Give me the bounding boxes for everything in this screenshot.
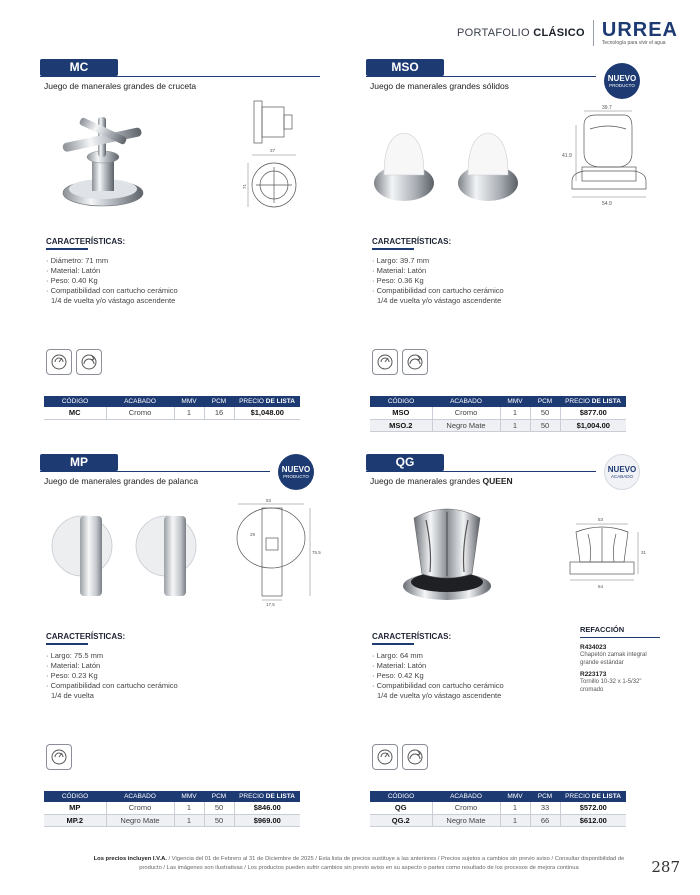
spec-drawing-qg bbox=[562, 512, 652, 592]
refaccion-box bbox=[580, 625, 685, 694]
spec-drawing-mso bbox=[562, 105, 652, 215]
features-list bbox=[372, 651, 504, 701]
dim-label: 39.7 bbox=[602, 105, 612, 111]
table-row: MSO.2 Negro Mate 1 50 $1,004.00 bbox=[370, 419, 626, 431]
brand-tagline: Tecnología para vivir el agua bbox=[601, 39, 666, 46]
cartridge-icons bbox=[46, 744, 72, 770]
product-subtitle: Juego de manerales grandes de cruceta bbox=[44, 81, 197, 91]
product-code-tab: QG bbox=[366, 454, 444, 471]
feature-item: · Diámetro: 71 mm bbox=[46, 256, 109, 265]
product-photo-mp bbox=[46, 512, 206, 602]
product-subtitle: Juego de manerales grandes de palanca bbox=[44, 476, 199, 486]
rising-stem-icon bbox=[402, 349, 428, 375]
table-row: MC Cromo 1 16 $1,048.00 bbox=[44, 407, 300, 419]
spec-drawing-mp bbox=[226, 498, 326, 608]
table-row: MP Cromo 1 50 $846.00 bbox=[44, 802, 300, 814]
price-table-mp: CÓDIGO ACABADO MMV PCM PRECIO DE LISTA MP Cromo 1 50 $846.00 MP.2 Negro Mate 1 50 $969.00 bbox=[44, 791, 300, 827]
features-underline bbox=[372, 248, 414, 250]
brand-logo bbox=[602, 20, 678, 47]
dim-label: 54.9 bbox=[602, 201, 612, 207]
feature-item: · Peso: 0.23 Kg bbox=[46, 671, 98, 680]
feature-item: · Material: Latón bbox=[46, 661, 101, 670]
feature-item: · Compatibilidad con cartucho cerámico bbox=[372, 681, 504, 690]
features-list bbox=[372, 256, 504, 306]
ceramic-cartridge-icon bbox=[46, 349, 72, 375]
portfolio-label: PORTAFOLIO CLÁSICO bbox=[457, 27, 585, 39]
dim-label: 53 bbox=[598, 517, 604, 522]
feature-item: 1/4 de vuelta y/o vástago ascendente bbox=[377, 691, 502, 700]
price-table-mso: CÓDIGO ACABADO MMV PCM PRECIO DE LISTA MSO Cromo 1 50 $877.00 MSO.2 Negro Mate 1 50 $1,004.00 bbox=[370, 396, 626, 432]
feature-item: · Largo: 75.5 mm bbox=[46, 651, 104, 660]
product-code-tab: MC bbox=[40, 59, 118, 76]
table-row: MSO Cromo 1 50 $877.00 bbox=[370, 407, 626, 419]
cartridge-icons bbox=[46, 349, 102, 375]
cartridge-icons bbox=[372, 744, 428, 770]
features-underline bbox=[46, 643, 88, 645]
dim-label: 53 bbox=[266, 498, 272, 503]
features-title: CARACTERÍSTICAS: bbox=[372, 237, 452, 246]
table-row: QG Cromo 1 33 $572.00 bbox=[370, 802, 626, 814]
product-subtitle: Juego de manerales grandes QUEEN bbox=[370, 476, 513, 486]
refaccion-title: REFACCIÓN bbox=[580, 625, 625, 634]
refaccion-underline bbox=[580, 637, 660, 638]
features-title: CARACTERÍSTICAS: bbox=[372, 632, 452, 641]
footer-disclaimer: Los precios incluyen I.V.A. / Vigencia del 01 de Febrero al 31 de Diciembre de 2025 / Esta lista de precios sustituye a las anteriores / Precios sujetos a cambios sin previo aviso / Consultar disponibilidad de producto / Las imágenes son ilustrativas / Los productos pueden sufrir cambios sin previo aviso en su aspecto o partes como resultado de los procesos de mejora continua bbox=[93, 856, 625, 871]
feature-item: 1/4 de vuelta y/o vástago ascendente bbox=[377, 296, 502, 305]
features-title: CARACTERÍSTICAS: bbox=[46, 632, 126, 641]
refaccion-item: R223173 Tornillo 10-32 x 1-5/32" cromado bbox=[580, 671, 642, 693]
table-row: MP.2 Negro Mate 1 50 $969.00 bbox=[44, 814, 300, 826]
dim-label: 41.9 bbox=[562, 153, 572, 159]
section-rule bbox=[40, 471, 270, 472]
price-table-qg: CÓDIGO ACABADO MMV PCM PRECIO DE LISTA QG Cromo 1 33 $572.00 QG.2 Negro Mate 1 66 $612.00 bbox=[370, 791, 626, 827]
rising-stem-icon bbox=[76, 349, 102, 375]
price-table-mc: CÓDIGO ACABADO MMV PCM PRECIO DE LISTA MC Cromo 1 16 $1,048.00 bbox=[44, 396, 300, 420]
dim-label: 31 bbox=[641, 550, 647, 555]
dim-label: 37 bbox=[270, 148, 276, 153]
dim-label: 71 bbox=[242, 183, 247, 189]
feature-item: · Largo: 39.7 mm bbox=[372, 256, 430, 265]
ceramic-cartridge-icon bbox=[46, 744, 72, 770]
section-rule bbox=[40, 76, 320, 77]
page-number: 287 bbox=[651, 858, 680, 876]
table-row: QG.2 Negro Mate 1 66 $612.00 bbox=[370, 814, 626, 826]
product-subtitle: Juego de manerales grandes sólidos bbox=[370, 81, 509, 91]
refaccion-item: R434023 Chapetón zamak integral grande estándar bbox=[580, 644, 647, 666]
product-photo-mso bbox=[370, 125, 530, 205]
features-list bbox=[46, 256, 178, 306]
feature-item: · Peso: 0.40 Kg bbox=[46, 276, 98, 285]
feature-item: · Compatibilidad con cartucho cerámico bbox=[46, 286, 178, 295]
features-title: CARACTERÍSTICAS: bbox=[46, 237, 126, 246]
feature-item: 1/4 de vuelta bbox=[51, 691, 94, 700]
feature-item: · Peso: 0.42 Kg bbox=[372, 671, 424, 680]
features-underline bbox=[46, 248, 88, 250]
page-header bbox=[457, 18, 678, 48]
spec-drawing-mc bbox=[236, 97, 316, 212]
brand-name: URREA bbox=[601, 18, 678, 41]
new-finish-badge: NUEVO ACABADO bbox=[604, 454, 640, 490]
features-underline bbox=[372, 643, 414, 645]
product-code-tab: MP bbox=[40, 454, 118, 471]
ceramic-cartridge-icon bbox=[372, 349, 398, 375]
product-photo-mc bbox=[48, 107, 158, 217]
dim-label: 64 bbox=[598, 584, 604, 589]
dim-label: 75.5 bbox=[312, 550, 321, 555]
feature-item: · Material: Latón bbox=[372, 661, 427, 670]
feature-item: · Largo: 64 mm bbox=[372, 651, 423, 660]
cartridge-icons bbox=[372, 349, 428, 375]
feature-item: · Compatibilidad con cartucho cerámico bbox=[46, 681, 178, 690]
feature-item: · Peso: 0.36 Kg bbox=[372, 276, 424, 285]
new-product-badge: NUEVO PRODUCTO bbox=[278, 454, 314, 490]
rising-stem-icon bbox=[402, 744, 428, 770]
features-list bbox=[46, 651, 178, 701]
new-product-badge: NUEVO PRODUCTO bbox=[604, 63, 640, 99]
feature-item: · Compatibilidad con cartucho cerámico bbox=[372, 286, 504, 295]
section-rule bbox=[366, 76, 596, 77]
feature-item: 1/4 de vuelta y/o vástago ascendente bbox=[51, 296, 176, 305]
product-code-tab: MSO bbox=[366, 59, 444, 76]
product-photo-qg bbox=[392, 498, 502, 608]
feature-item: · Material: Latón bbox=[372, 266, 427, 275]
ceramic-cartridge-icon bbox=[372, 744, 398, 770]
section-rule bbox=[366, 471, 596, 472]
dim-label: 17.5 bbox=[266, 602, 275, 607]
feature-item: · Material: Latón bbox=[46, 266, 101, 275]
header-divider bbox=[593, 20, 594, 46]
dim-label: 29 bbox=[250, 532, 256, 537]
